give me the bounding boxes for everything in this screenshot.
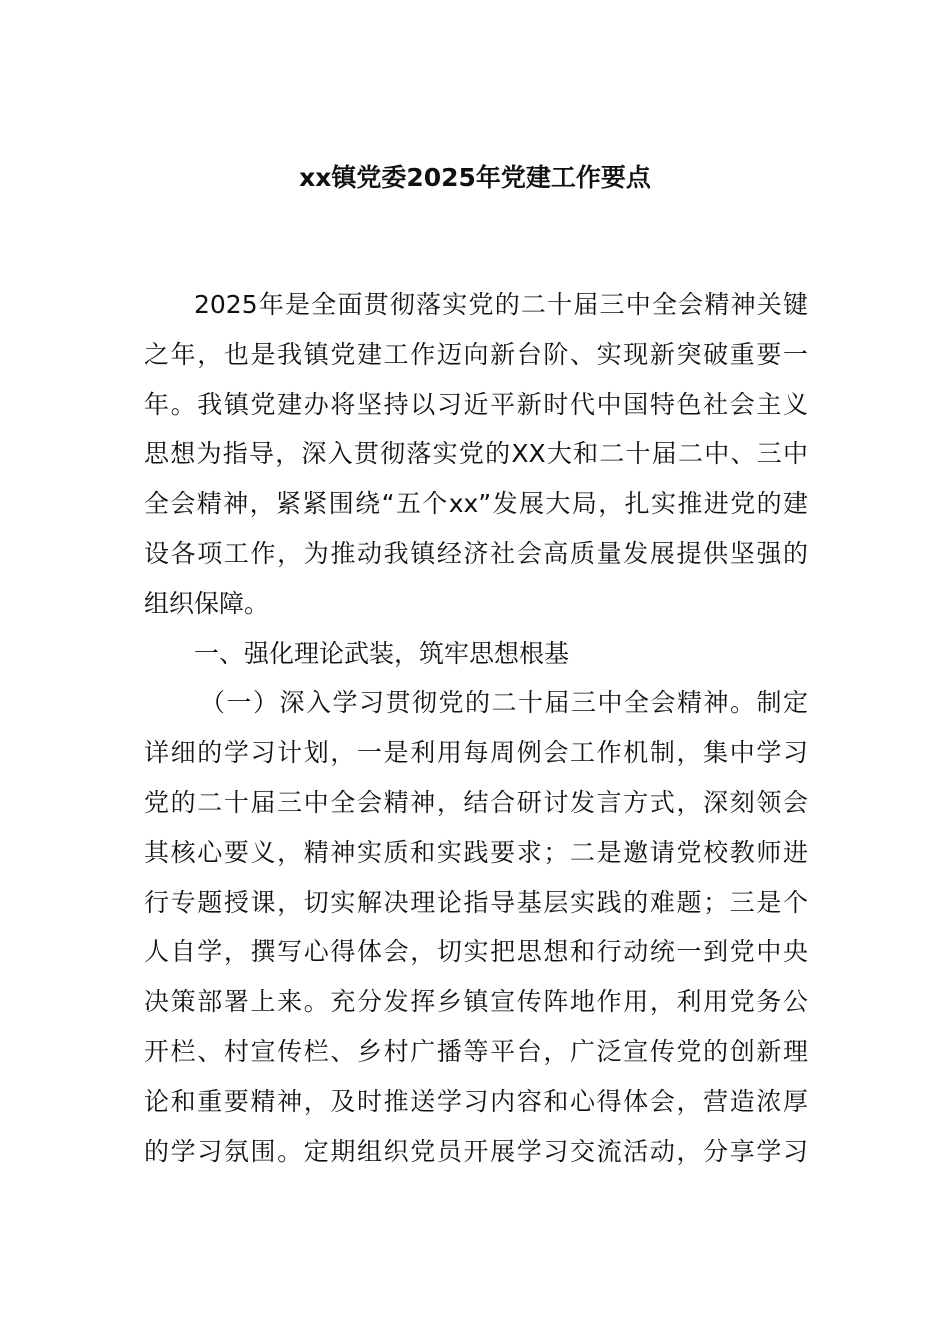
paragraph-line: 开栏、村宣传栏、乡村广播等平台，广泛宣传党的创新理 — [144, 1036, 808, 1066]
paragraph-line: 全会精神，紧紧围绕“五个xx”发展大局，扎实推进党的建 — [144, 489, 808, 519]
document-title: xx镇党委2025年党建工作要点 — [299, 163, 651, 192]
section-heading: 一、强化理论武装，筑牢思想根基 — [194, 638, 570, 668]
document-body — [144, 280, 808, 1176]
paragraph-line: 详细的学习计划，一是利用每周例会工作机制，集中学习 — [144, 738, 808, 768]
paragraph-line: 思想为指导，深入贯彻落实党的XX大和二十届二中、三中 — [144, 439, 808, 469]
paragraph-line: 党的二十届三中全会精神，结合研讨发言方式，深刻领会 — [144, 787, 808, 817]
paragraph-line: 年。我镇党建办将坚持以习近平新时代中国特色社会主义 — [144, 389, 808, 419]
paragraph-line: 设各项工作，为推动我镇经济社会高质量发展提供坚强的 — [144, 538, 808, 568]
paragraph-line: 其核心要义，精神实质和实践要求；二是邀请党校教师进 — [144, 837, 808, 867]
paragraph-line: 行专题授课，切实解决理论指导基层实践的难题；三是个 — [144, 887, 808, 917]
paragraph-line: 组织保障。 — [144, 588, 270, 618]
paragraph-line: （一）深入学习贯彻党的二十届三中全会精神。制定 — [200, 688, 808, 718]
paragraph-line: 决策部署上来。充分发挥乡镇宣传阵地作用，利用党务公 — [144, 987, 808, 1017]
paragraph-line: 人自学，撰写心得体会，切实把思想和行动统一到党中央 — [144, 937, 808, 967]
paragraph-line: 的学习氛围。定期组织党员开展学习交流活动，分享学习 — [144, 1136, 808, 1166]
paragraph-line: 之年，也是我镇党建工作迈向新台阶、实现新突破重要一 — [144, 339, 808, 369]
paragraph-line: 论和重要精神，及时推送学习内容和心得体会，营造浓厚 — [144, 1086, 808, 1116]
paragraph-line: 2025年是全面贯彻落实党的二十届三中全会精神关键 — [194, 290, 808, 319]
